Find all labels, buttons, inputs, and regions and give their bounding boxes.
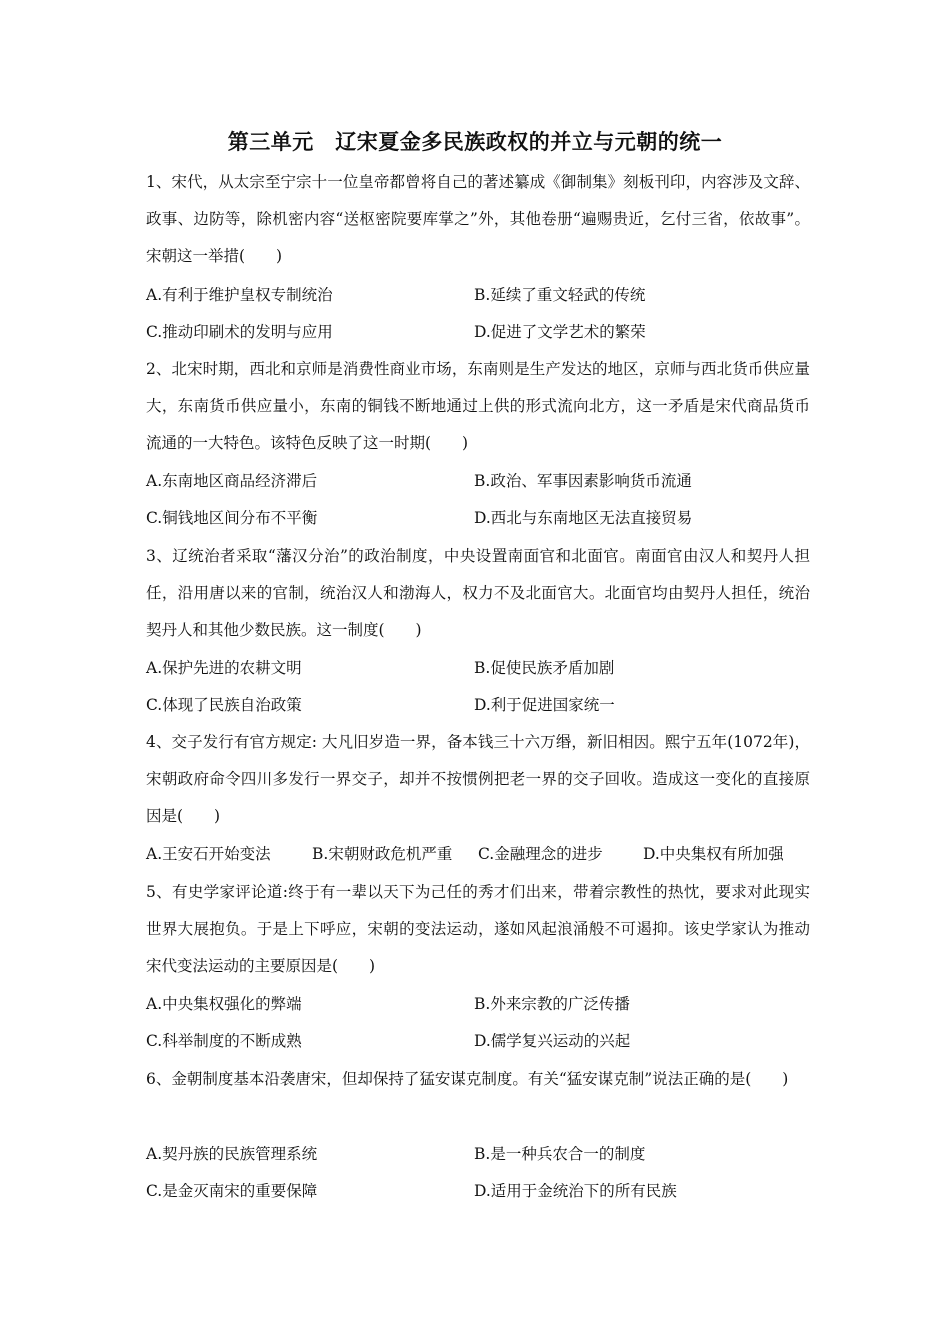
option-d: D.促进了文学艺术的繁荣 xyxy=(474,323,646,341)
option-row xyxy=(146,1023,810,1060)
option-row xyxy=(146,1136,810,1173)
option-c: C.铜钱地区间分布不平衡 xyxy=(146,509,318,527)
option-b: B.延续了重文轻武的传统 xyxy=(474,286,646,304)
option-b: B.外来宗教的广泛传播 xyxy=(474,995,630,1013)
option-row xyxy=(146,836,810,873)
option-c: C.推动印刷术的发明与应用 xyxy=(146,323,333,341)
option-a: A.东南地区商品经济滞后 xyxy=(146,472,318,490)
option-row xyxy=(146,500,810,537)
option-c: C.科举制度的不断成熟 xyxy=(146,1032,302,1050)
option-row xyxy=(146,986,810,1023)
option-row xyxy=(146,277,810,314)
option-d: D.适用于金统治下的所有民族 xyxy=(474,1182,677,1200)
option-a: A.契丹族的民族管理系统 xyxy=(146,1145,318,1163)
question-4-options xyxy=(146,836,810,873)
option-b: B.政治、军事因素影响货币流通 xyxy=(474,472,692,490)
option-c: C.是金灭南宋的重要保障 xyxy=(146,1182,318,1200)
question-3-stem: 3、辽统治者采取“藩汉分治”的政治制度，中央设置南面官和北面官。南面官由汉人和契丹人担任，沿用唐以来的官制，统治汉人和渤海人，权力不及北面官大。北面官均由契丹人担任，统治契丹人和其他少数民族。这一制度( ) xyxy=(146,547,810,639)
option-row xyxy=(146,650,810,687)
option-d: D.西北与东南地区无法直接贸易 xyxy=(474,509,693,527)
option-a: A.王安石开始变法 xyxy=(146,845,271,863)
question-6-stem: 6、金朝制度基本沿袭唐宋，但却保持了猛安谋克制度。有关“猛安谋克制”说法正确的是( ) xyxy=(146,1070,789,1088)
option-row xyxy=(146,687,810,724)
page-title: 第三单元 辽宋夏金多民族政权的并立与元朝的统一 xyxy=(227,130,723,154)
option-row xyxy=(146,463,810,500)
option-b: B.是一种兵农合一的制度 xyxy=(474,1145,646,1163)
question-6-options xyxy=(146,1136,810,1210)
question-1-options xyxy=(146,277,810,351)
option-a: A.保护先进的农耕文明 xyxy=(146,659,302,677)
question-2-options xyxy=(146,463,810,537)
option-d: D.儒学复兴运动的兴起 xyxy=(474,1032,631,1050)
option-c: C.体现了民族自治政策 xyxy=(146,696,302,714)
question-5-stem: 5、有史学家评论道:终于有一辈以天下为己任的秀才们出来，带着宗教性的热忱，要求对此现实世界大展抱负。于是上下呼应，宋朝的变法运动，遂如风起浪涌般不可遏抑。该史学家认为推动宋代变法运动的主要原因是( ) xyxy=(146,883,810,975)
option-b: B.宋朝财政危机严重 xyxy=(312,845,453,863)
option-row xyxy=(146,1173,810,1210)
question-1-stem: 1、宋代，从太宗至宁宗十一位皇帝都曾将自己的著述纂成《御制集》刻板刊印，内容涉及文辞、政事、边防等，除机密内容“送枢密院要库掌之”外，其他卷册“遍赐贵近，乞付三省，依故事”。宋朝这一举措( ) xyxy=(146,173,810,265)
option-a: A.中央集权强化的弊端 xyxy=(146,995,302,1013)
question-5-options xyxy=(146,986,810,1060)
question-2-stem: 2、北宋时期，西北和京师是消费性商业市场，东南则是生产发达的地区，京师与西北货币供应量大，东南货币供应量小，东南的铜钱不断地通过上供的形式流向北方，这一矛盾是宋代商品货币流通的一大特色。该特色反映了这一时期( ) xyxy=(146,360,810,452)
option-a: A.有利于维护皇权专制统治 xyxy=(146,286,333,304)
option-d: D.中央集权有所加强 xyxy=(643,845,784,863)
question-3-options xyxy=(146,650,810,724)
option-row xyxy=(146,314,810,351)
option-b: B.促使民族矛盾加剧 xyxy=(474,659,615,677)
option-c: C.金融理念的进步 xyxy=(478,845,603,863)
option-d: D.利于促进国家统一 xyxy=(474,696,615,714)
question-4-stem: 4、交子发行有官方规定: 大凡旧岁造一界，备本钱三十六万缗，新旧相因。熙宁五年(1072年)，宋朝政府命令四川多发行一界交子，却并不按惯例把老一界的交子回收。造成这一变化的直接原因是( ) xyxy=(146,733,810,825)
